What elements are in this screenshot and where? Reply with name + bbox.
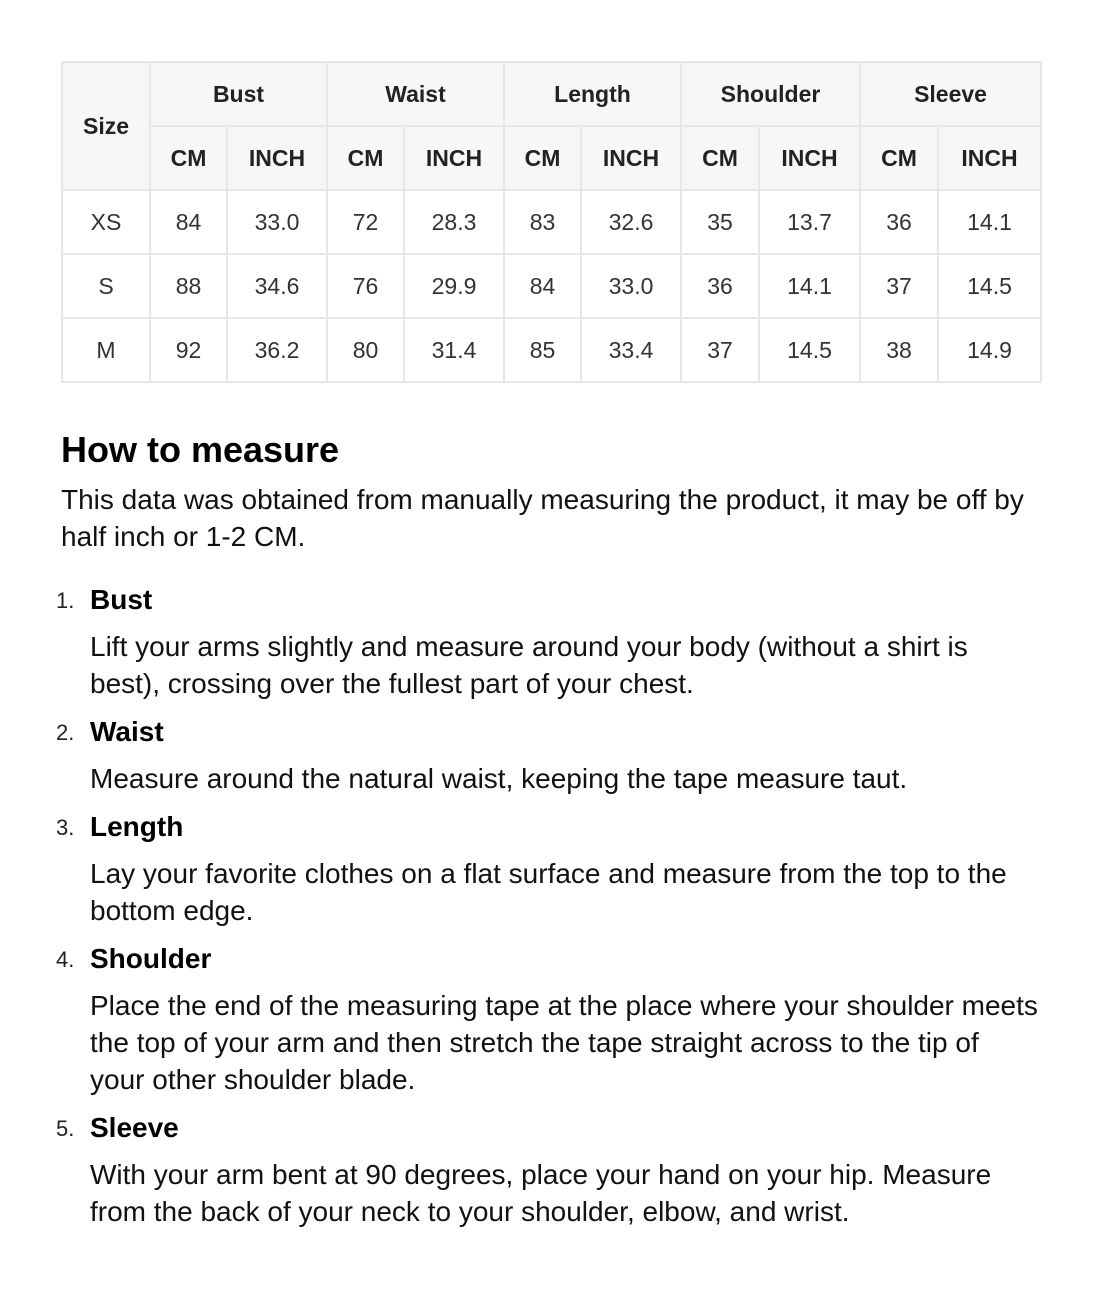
step-description: Lay your favorite clothes on a flat surface and measure from the top to the bottom edge. bbox=[90, 858, 1007, 926]
list-item bbox=[56, 940, 1039, 1098]
size-cell: S bbox=[62, 254, 150, 318]
unit-header: CM bbox=[504, 126, 581, 190]
table-cell: 14.9 bbox=[938, 318, 1041, 382]
step-title: Length bbox=[90, 811, 184, 842]
size-cell: M bbox=[62, 318, 150, 382]
list-item bbox=[56, 1109, 1039, 1230]
step-number: 1. bbox=[56, 588, 75, 613]
table-cell: 37 bbox=[681, 318, 759, 382]
section-title: How to measure bbox=[61, 429, 340, 470]
table-row bbox=[62, 318, 1041, 382]
step-description: Lift your arms slightly and measure around your body (without a shirt is best), crossing over the fullest part of your chest. bbox=[90, 631, 968, 699]
table-body bbox=[62, 190, 1041, 382]
step-description: With your arm bent at 90 degrees, place your hand on your hip. Measure from the back of your neck to your shoulder, elbow, and wrist. bbox=[90, 1159, 992, 1227]
table-cell: 14.5 bbox=[759, 318, 860, 382]
size-column-header: Size bbox=[62, 62, 150, 190]
table-cell: 13.7 bbox=[759, 190, 860, 254]
table-cell: 31.4 bbox=[404, 318, 504, 382]
table-cell: 76 bbox=[327, 254, 404, 318]
measure-steps-list bbox=[56, 581, 1039, 1241]
unit-header: INCH bbox=[938, 126, 1041, 190]
step-description: Place the end of the measuring tape at the place where your shoulder meets the top of your arm and then stretch the tape straight across to the tip of your other shoulder blade. bbox=[90, 990, 1038, 1095]
table-cell: 84 bbox=[150, 190, 227, 254]
size-guide-page bbox=[56, 61, 1039, 1227]
unit-header: CM bbox=[150, 126, 227, 190]
table-row bbox=[62, 254, 1041, 318]
table-cell: 29.9 bbox=[404, 254, 504, 318]
table-cell: 72 bbox=[327, 190, 404, 254]
table-cell: 38 bbox=[860, 318, 938, 382]
table-cell: 35 bbox=[681, 190, 759, 254]
table-cell: 14.1 bbox=[938, 190, 1041, 254]
unit-header: CM bbox=[327, 126, 404, 190]
table-cell: 85 bbox=[504, 318, 581, 382]
table-cell: 83 bbox=[504, 190, 581, 254]
unit-header: INCH bbox=[581, 126, 681, 190]
step-description: Measure around the natural waist, keeping the tape measure taut. bbox=[90, 763, 908, 794]
table-cell: 37 bbox=[860, 254, 938, 318]
table-cell: 36 bbox=[681, 254, 759, 318]
list-item bbox=[56, 808, 1039, 929]
step-title: Shoulder bbox=[90, 943, 212, 974]
step-number: 3. bbox=[56, 815, 75, 840]
unit-header: CM bbox=[860, 126, 938, 190]
header-row-units bbox=[62, 126, 1041, 190]
step-title: Sleeve bbox=[90, 1112, 179, 1143]
step-number: 4. bbox=[56, 947, 75, 972]
table-cell: 28.3 bbox=[404, 190, 504, 254]
unit-header: INCH bbox=[404, 126, 504, 190]
table-cell: 36 bbox=[860, 190, 938, 254]
unit-header: INCH bbox=[759, 126, 860, 190]
table-cell: 14.5 bbox=[938, 254, 1041, 318]
step-title: Bust bbox=[90, 584, 153, 615]
group-header-length: Length bbox=[504, 62, 681, 126]
table-cell: 36.2 bbox=[227, 318, 327, 382]
list-item bbox=[56, 713, 1039, 797]
table-cell: 84 bbox=[504, 254, 581, 318]
table-header bbox=[62, 62, 1041, 190]
table-cell: 33.0 bbox=[581, 254, 681, 318]
header-row-groups bbox=[62, 62, 1041, 126]
step-number: 2. bbox=[56, 720, 75, 745]
table-cell: 33.0 bbox=[227, 190, 327, 254]
group-header-waist: Waist bbox=[327, 62, 504, 126]
size-cell: XS bbox=[62, 190, 150, 254]
table-row bbox=[62, 190, 1041, 254]
step-number: 5. bbox=[56, 1116, 75, 1141]
list-item bbox=[56, 581, 1039, 702]
step-title: Waist bbox=[90, 716, 164, 747]
table-cell: 88 bbox=[150, 254, 227, 318]
group-header-shoulder: Shoulder bbox=[681, 62, 860, 126]
group-header-bust: Bust bbox=[150, 62, 327, 126]
table-cell: 14.1 bbox=[759, 254, 860, 318]
unit-header: INCH bbox=[227, 126, 327, 190]
unit-header: CM bbox=[681, 126, 759, 190]
table-cell: 92 bbox=[150, 318, 227, 382]
table-cell: 32.6 bbox=[581, 190, 681, 254]
group-header-sleeve: Sleeve bbox=[860, 62, 1041, 126]
table-cell: 80 bbox=[327, 318, 404, 382]
intro-paragraph: This data was obtained from manually measuring the product, it may be off by half inch or 1-2 CM. bbox=[61, 484, 1024, 552]
table-cell: 34.6 bbox=[227, 254, 327, 318]
table-cell: 33.4 bbox=[581, 318, 681, 382]
size-chart-table bbox=[61, 61, 1042, 383]
